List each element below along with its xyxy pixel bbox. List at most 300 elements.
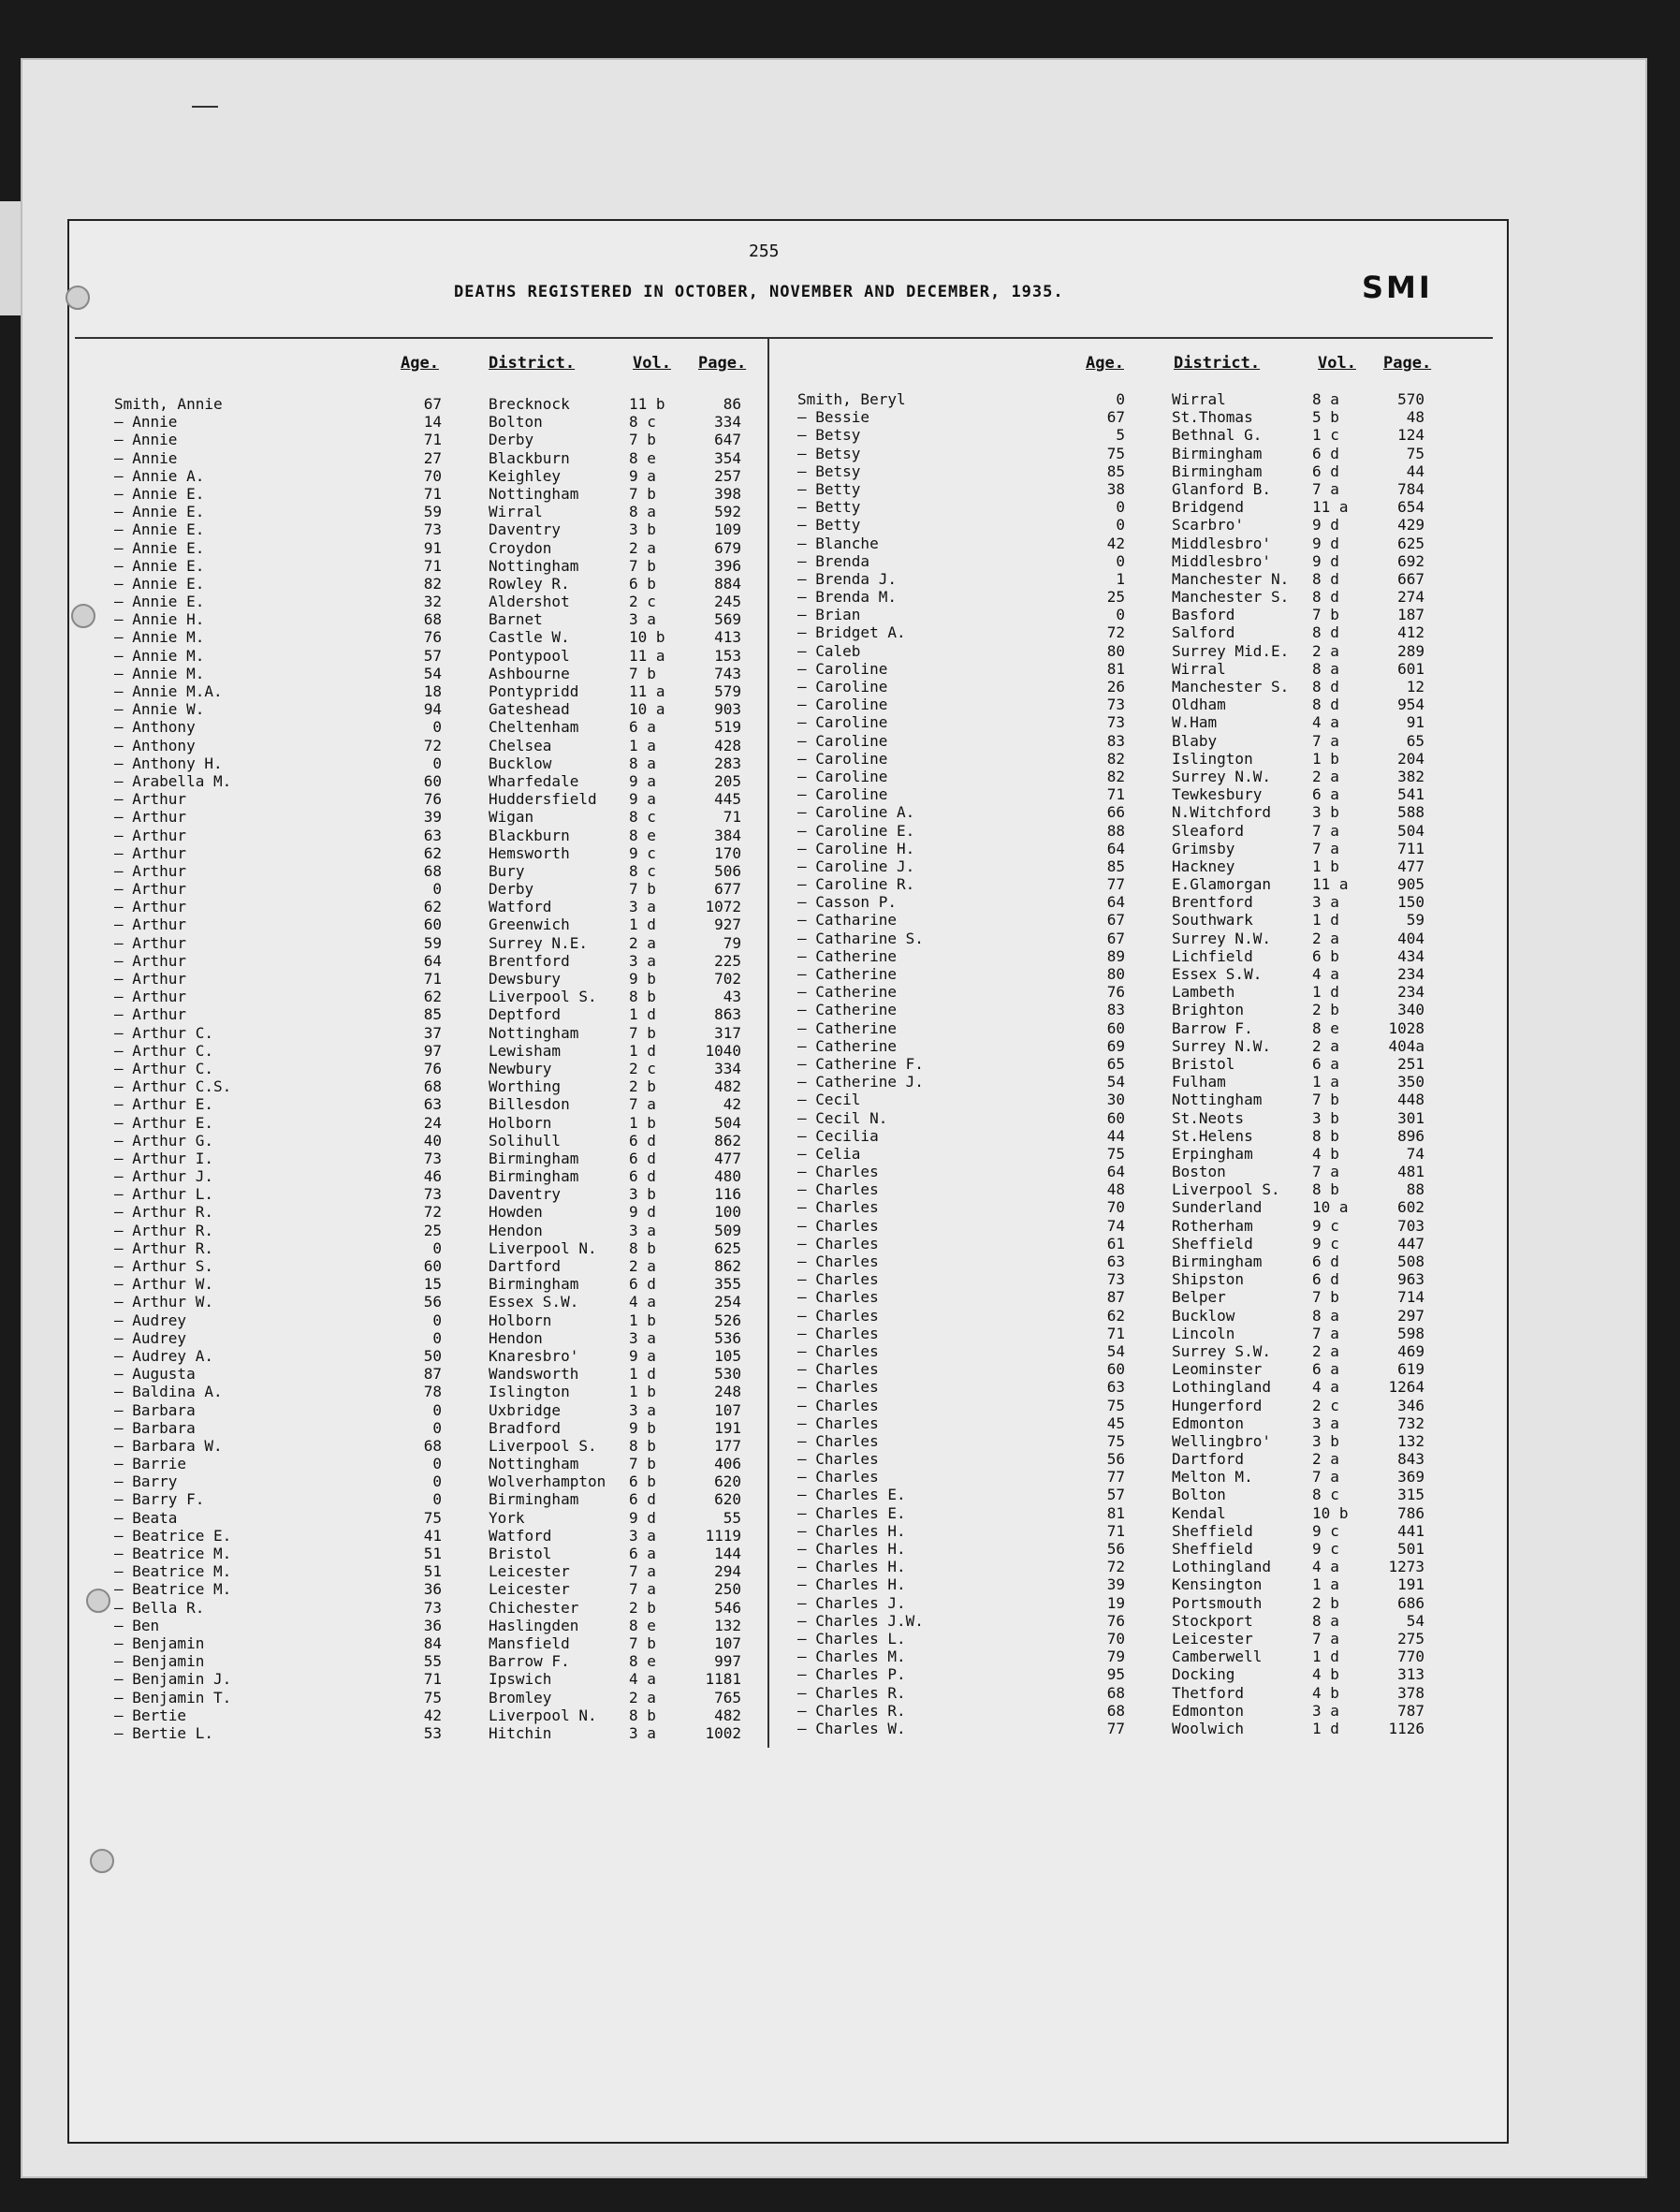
entry-page: 132 <box>1397 1431 1424 1450</box>
entry-page: 677 <box>714 880 741 899</box>
entry-page: 482 <box>714 1706 741 1724</box>
register-entry <box>797 426 1453 444</box>
entry-page: 784 <box>1397 479 1424 498</box>
entry-page: 74 <box>1406 1144 1424 1163</box>
register-entry <box>114 1383 769 1400</box>
entry-age: 39 <box>423 808 442 827</box>
entry-vol: 7 a <box>1312 1629 1339 1648</box>
entry-age: 85 <box>423 1005 442 1024</box>
entry-age: 0 <box>432 1418 442 1437</box>
entry-vol: 7 b <box>629 556 656 575</box>
entry-district: Docking <box>1172 1665 1235 1684</box>
register-entry <box>797 1163 1453 1180</box>
entry-vol: 7 b <box>1312 606 1339 624</box>
entry-age: 36 <box>423 1580 442 1599</box>
entry-district: Bristol <box>489 1545 552 1562</box>
header-district-right: District. <box>1174 354 1261 373</box>
register-entry <box>114 1707 769 1724</box>
entry-district: Deptford <box>489 1005 562 1024</box>
entry-vol: 6 d <box>629 1131 656 1150</box>
register-entry <box>797 1252 1453 1270</box>
entry-age: 94 <box>423 700 442 719</box>
entry-vol: 3 a <box>629 951 656 970</box>
entry-district: Brentford <box>489 951 570 970</box>
entry-district: Surrey S.W. <box>1172 1341 1271 1360</box>
entry-district: Haslingden <box>489 1616 579 1634</box>
register-entry <box>114 1724 769 1742</box>
entry-age: 83 <box>1106 731 1125 750</box>
entry-vol: 8 c <box>629 861 656 880</box>
entry-vol: 9 d <box>629 1203 656 1222</box>
entry-vol: 4 a <box>1312 713 1339 732</box>
register-entry <box>114 575 769 593</box>
entry-page: 519 <box>714 718 741 737</box>
register-entry <box>797 875 1453 893</box>
register-entry <box>114 862 769 880</box>
entry-name: — Arthur C. <box>114 1059 213 1077</box>
entry-age: 76 <box>423 628 442 647</box>
entry-name: — Catherine J. <box>797 1073 924 1091</box>
entry-vol: 2 a <box>1312 929 1339 947</box>
entry-district: Basford <box>1172 606 1235 624</box>
entry-vol: 8 d <box>1312 588 1339 607</box>
entry-page: 86 <box>723 395 741 413</box>
entry-district: Essex S.W. <box>1172 965 1263 983</box>
entry-district: Watford <box>489 898 552 916</box>
entry-district: Chichester <box>489 1598 579 1617</box>
entry-name: — Arthur <box>114 843 187 862</box>
entry-vol: 8 c <box>629 413 656 432</box>
entry-district: Middlesbro' <box>1172 534 1271 552</box>
register-entry <box>797 1684 1453 1702</box>
header-rule <box>75 337 1493 339</box>
entry-vol: 4 b <box>1312 1144 1339 1163</box>
register-entry <box>114 754 769 772</box>
entry-district: Erpingham <box>1172 1144 1253 1163</box>
entry-name: — Catherine <box>797 983 897 1002</box>
entry-name: — Annie M. <box>114 628 205 647</box>
entry-page: 546 <box>714 1598 741 1617</box>
entry-vol: 11 b <box>629 395 665 413</box>
entry-vol: 6 a <box>629 1545 656 1562</box>
entry-page: 79 <box>723 933 741 952</box>
register-entry <box>114 539 769 557</box>
entry-district: Portsmouth <box>1172 1593 1263 1612</box>
entry-age: 61 <box>1106 1234 1125 1252</box>
register-entry <box>114 1024 769 1042</box>
entry-district: Bolton <box>1172 1486 1226 1504</box>
entry-district: Barrow F. <box>489 1652 570 1671</box>
entry-age: 72 <box>423 1203 442 1222</box>
entry-vol: 3 a <box>629 610 656 629</box>
register-entry <box>114 1132 769 1150</box>
entry-age: 0 <box>1116 390 1125 408</box>
entry-district: Wirral <box>489 503 543 521</box>
entry-vol: 3 b <box>1312 1431 1339 1450</box>
entry-page: 884 <box>714 574 741 593</box>
entry-name: — Charles <box>797 1180 879 1199</box>
entry-name: — Charles L. <box>797 1629 906 1648</box>
register-entry <box>797 1630 1453 1648</box>
entry-page: 447 <box>1397 1234 1424 1252</box>
entry-vol: 6 b <box>629 574 656 593</box>
entry-district: Islington <box>1172 749 1253 768</box>
register-entry <box>114 395 769 413</box>
entry-name: — Charles <box>797 1252 879 1270</box>
entry-page: 1072 <box>705 898 741 916</box>
entry-page: 153 <box>714 646 741 665</box>
entry-vol: 1 a <box>1312 1073 1339 1091</box>
entry-age: 0 <box>1116 551 1125 570</box>
entry-age: 76 <box>423 790 442 809</box>
entry-name: — Caroline <box>797 767 888 785</box>
entry-page: 601 <box>1397 659 1424 678</box>
register-entry <box>797 785 1453 803</box>
entry-name: — Brian <box>797 606 861 624</box>
entry-age: 75 <box>423 1688 442 1707</box>
entry-age: 0 <box>432 754 442 772</box>
entry-page: 625 <box>714 1238 741 1257</box>
entry-vol: 7 b <box>629 1023 656 1042</box>
entry-page: 334 <box>714 1059 741 1077</box>
entry-vol: 1 b <box>629 1311 656 1329</box>
entry-district: Pontypridd <box>489 682 579 700</box>
entry-district: Woolwich <box>1172 1719 1245 1737</box>
entry-age: 24 <box>423 1113 442 1132</box>
entry-district: Derby <box>489 880 534 899</box>
entry-vol: 8 b <box>629 1706 656 1724</box>
entry-name: — Arthur <box>114 916 187 934</box>
entry-district: Bury <box>489 861 525 880</box>
entry-vol: 1 c <box>1312 426 1339 445</box>
entry-district: Mansfield <box>489 1633 570 1652</box>
register-entry <box>797 1037 1453 1055</box>
entry-age: 39 <box>1106 1575 1125 1594</box>
entry-page: 896 <box>1397 1126 1424 1145</box>
entry-name: — Caroline <box>797 785 888 804</box>
entry-page: 315 <box>1397 1486 1424 1504</box>
entry-page: 294 <box>714 1562 741 1581</box>
entry-name: — Bertie L. <box>114 1723 213 1742</box>
entry-name: — Caroline <box>797 749 888 768</box>
entry-page: 1181 <box>705 1670 741 1689</box>
entry-page: 770 <box>1397 1648 1424 1666</box>
register-entry <box>114 1365 769 1383</box>
register-entry <box>114 772 769 790</box>
entry-page: 598 <box>1397 1324 1424 1342</box>
register-entry <box>114 449 769 467</box>
entry-name: — Charles <box>797 1396 879 1414</box>
register-entry <box>114 610 769 628</box>
register-entry <box>797 1378 1453 1396</box>
register-entry <box>797 857 1453 875</box>
entry-name: — Caroline <box>797 731 888 750</box>
entry-vol: 7 a <box>1312 1468 1339 1487</box>
register-entry <box>797 1720 1453 1737</box>
entry-district: Camberwell <box>1172 1648 1263 1666</box>
entry-district: Birmingham <box>489 1275 579 1294</box>
entry-vol: 3 a <box>629 1723 656 1742</box>
entry-district: Blaby <box>1172 731 1218 750</box>
entry-vol: 4 a <box>1312 965 1339 983</box>
register-entry <box>797 893 1453 911</box>
entry-district: Tewkesbury <box>1172 785 1263 804</box>
entry-name: — Arthur W. <box>114 1293 213 1311</box>
entry-name: — Arthur C. <box>114 1041 213 1060</box>
entry-district: Kensington <box>1172 1575 1263 1594</box>
entry-name: — Arthur <box>114 861 187 880</box>
entry-vol: 8 d <box>1312 569 1339 588</box>
register-entry <box>797 678 1453 696</box>
entry-age: 79 <box>1106 1648 1125 1666</box>
entry-vol: 3 a <box>1312 893 1339 912</box>
register-entry <box>114 503 769 520</box>
register-entry <box>797 840 1453 857</box>
entry-age: 15 <box>423 1275 442 1294</box>
entry-vol: 1 b <box>629 1383 656 1401</box>
entry-name: — Arthur <box>114 951 187 970</box>
register-entry <box>797 1235 1453 1252</box>
entry-name: — Cecil <box>797 1091 861 1109</box>
entry-district: Leicester <box>489 1562 570 1581</box>
entry-age: 73 <box>1106 713 1125 732</box>
left-entries <box>114 395 769 1742</box>
register-entry <box>797 1019 1453 1037</box>
entry-district: Knaresbro' <box>489 1346 579 1365</box>
entry-name: — Caroline <box>797 678 888 696</box>
entry-district: Sheffield <box>1172 1234 1253 1252</box>
entry-page: 588 <box>1397 803 1424 822</box>
entry-page: 369 <box>1397 1468 1424 1487</box>
entry-page: 428 <box>714 736 741 754</box>
entry-district: Holborn <box>489 1311 552 1329</box>
entry-name: — Charles <box>797 1288 879 1307</box>
entry-district: Nottingham <box>489 1455 579 1473</box>
entry-page: 132 <box>714 1616 741 1634</box>
entry-age: 70 <box>1106 1198 1125 1217</box>
entry-age: 72 <box>1106 1558 1125 1576</box>
entry-name: — Betty <box>797 479 861 498</box>
entry-vol: 11 a <box>1312 498 1349 517</box>
header-district-left: District. <box>489 354 576 373</box>
entry-vol: 9 b <box>629 970 656 988</box>
register-entry <box>114 718 769 736</box>
entry-vol: 6 a <box>629 718 656 737</box>
entry-page: 398 <box>714 484 741 503</box>
register-entry <box>797 911 1453 929</box>
entry-page: 42 <box>723 1095 741 1114</box>
entry-vol: 2 a <box>1312 641 1339 660</box>
entry-vol: 6 d <box>629 1149 656 1167</box>
register-entry <box>114 898 769 916</box>
entry-district: Liverpool N. <box>489 1706 597 1724</box>
entry-age: 77 <box>1106 1468 1125 1487</box>
entry-name: — Arthur E. <box>114 1095 213 1114</box>
entry-age: 75 <box>1106 1396 1125 1414</box>
entry-age: 5 <box>1116 426 1125 445</box>
entry-page: 48 <box>1406 408 1424 427</box>
entry-district: Birmingham <box>1172 461 1263 480</box>
entry-page: 346 <box>1397 1396 1424 1414</box>
register-entry <box>114 1527 769 1545</box>
entry-age: 69 <box>1106 1036 1125 1055</box>
entry-name: Smith, Annie <box>114 395 223 413</box>
entry-vol: 3 b <box>1312 803 1339 822</box>
entry-name: — Caroline A. <box>797 803 915 822</box>
entry-name: — Charles <box>797 1431 879 1450</box>
entry-name: — Arabella M. <box>114 771 232 790</box>
entry-age: 60 <box>423 1257 442 1275</box>
register-entry <box>797 623 1453 641</box>
entry-vol: 3 b <box>629 1185 656 1204</box>
entry-age: 40 <box>423 1131 442 1150</box>
entry-name: — Charles <box>797 1198 879 1217</box>
entry-age: 41 <box>423 1526 442 1545</box>
entry-district: Belper <box>1172 1288 1226 1307</box>
entry-district: Worthing <box>489 1077 562 1096</box>
entry-vol: 9 c <box>629 843 656 862</box>
register-entry <box>797 1575 1453 1593</box>
entry-age: 55 <box>423 1652 442 1671</box>
entry-name: — Augusta <box>114 1365 196 1384</box>
entry-vol: 11 a <box>1312 875 1349 894</box>
entry-district: Dartford <box>489 1257 562 1275</box>
entry-district: Daventry <box>489 520 562 539</box>
page-title: DEATHS REGISTERED IN OCTOBER, NOVEMBER AND DECEMBER, 1935. <box>454 283 1064 301</box>
entry-name: — Ben <box>114 1616 160 1634</box>
entry-district: Nottingham <box>489 556 579 575</box>
entry-page: 667 <box>1397 569 1424 588</box>
entry-name: — Anthony H. <box>114 754 223 772</box>
entry-district: Lothingland <box>1172 1558 1271 1576</box>
entry-page: 579 <box>714 682 741 700</box>
entry-age: 0 <box>432 1238 442 1257</box>
entry-age: 59 <box>423 933 442 952</box>
entry-vol: 8 b <box>629 1238 656 1257</box>
register-entry <box>797 1432 1453 1450</box>
entry-district: Liverpool S. <box>489 988 597 1006</box>
entry-vol: 2 b <box>1312 1593 1339 1612</box>
entry-name: — Barbara W. <box>114 1436 223 1455</box>
entry-name: — Catherine <box>797 1036 897 1055</box>
register-entry <box>114 1652 769 1670</box>
entry-district: Boston <box>1172 1163 1226 1181</box>
entry-district: Wharfedale <box>489 771 579 790</box>
entry-age: 68 <box>423 610 442 629</box>
entry-district: Nottingham <box>489 1023 579 1042</box>
entry-vol: 7 b <box>629 431 656 449</box>
entry-district: Birmingham <box>489 1167 579 1186</box>
entry-vol: 3 a <box>629 1221 656 1239</box>
entry-name: — Annie M. <box>114 664 205 682</box>
entry-vol: 8 c <box>629 808 656 827</box>
entry-name: — Annie E. <box>114 484 205 503</box>
entry-vol: 7 a <box>1312 1163 1339 1181</box>
entry-age: 0 <box>432 880 442 899</box>
entry-vol: 1 a <box>629 736 656 754</box>
entry-vol: 9 d <box>1312 516 1339 535</box>
entry-name: — Arthur E. <box>114 1113 213 1132</box>
entry-district: Gateshead <box>489 700 570 719</box>
entry-district: Greenwich <box>489 916 570 934</box>
entry-district: Bridgend <box>1172 498 1245 517</box>
register-entry <box>797 713 1453 731</box>
entry-page: 714 <box>1397 1288 1424 1307</box>
entry-page: 191 <box>714 1418 741 1437</box>
register-entry <box>114 1617 769 1634</box>
entry-age: 59 <box>423 503 442 521</box>
entry-age: 60 <box>423 771 442 790</box>
register-entry <box>797 660 1453 678</box>
register-entry <box>114 1077 769 1095</box>
entry-page: 404a <box>1388 1036 1424 1055</box>
entry-page: 927 <box>714 916 741 934</box>
entry-page: 65 <box>1406 731 1424 750</box>
entry-age: 71 <box>423 431 442 449</box>
entry-age: 82 <box>423 574 442 593</box>
entry-name: — Arthur <box>114 790 187 809</box>
entry-vol: 5 b <box>1312 408 1339 427</box>
entry-age: 65 <box>1106 1054 1125 1073</box>
entry-vol: 2 a <box>1312 767 1339 785</box>
register-entry <box>114 1060 769 1077</box>
entry-name: — Annie <box>114 448 178 467</box>
entry-name: — Bella R. <box>114 1598 205 1617</box>
register-entry <box>114 1095 769 1113</box>
entry-age: 63 <box>423 826 442 844</box>
entry-page: 150 <box>1397 893 1424 912</box>
surname-code: SMI <box>1362 270 1433 305</box>
entry-vol: 1 d <box>1312 911 1339 930</box>
entry-vol: 9 d <box>1312 534 1339 552</box>
entry-district: Bromley <box>489 1688 552 1707</box>
entry-age: 42 <box>1106 534 1125 552</box>
entry-age: 54 <box>1106 1341 1125 1360</box>
entry-vol: 9 c <box>1312 1234 1339 1252</box>
register-entry <box>797 390 1453 408</box>
entry-age: 75 <box>1106 444 1125 462</box>
entry-district: St.Helens <box>1172 1126 1253 1145</box>
entry-page: 88 <box>1406 1180 1424 1199</box>
header-vol-right: Vol. <box>1318 354 1356 373</box>
entry-age: 82 <box>1106 749 1125 768</box>
register-entry <box>797 1504 1453 1522</box>
register-entry <box>114 1472 769 1490</box>
register-entry <box>797 1540 1453 1558</box>
entry-name: — Caroline H. <box>797 839 915 857</box>
entry-page: 654 <box>1397 498 1424 517</box>
entry-age: 78 <box>423 1383 442 1401</box>
entry-page: 274 <box>1397 588 1424 607</box>
register-entry <box>114 952 769 970</box>
entry-page: 54 <box>1406 1611 1424 1630</box>
entry-district: Blackburn <box>489 448 570 467</box>
entry-page: 250 <box>714 1580 741 1599</box>
entry-vol: 8 a <box>1312 390 1339 408</box>
register-entry <box>114 1599 769 1617</box>
entry-age: 63 <box>1106 1252 1125 1270</box>
entry-name: — Catherine <box>797 1001 897 1019</box>
entry-age: 71 <box>423 970 442 988</box>
entry-district: Birmingham <box>1172 1252 1263 1270</box>
entry-name: — Beatrice M. <box>114 1562 232 1581</box>
entry-district: Brecknock <box>489 395 570 413</box>
entry-page: 702 <box>714 970 741 988</box>
entry-page: 506 <box>714 861 741 880</box>
register-entry <box>797 570 1453 588</box>
register-entry <box>797 750 1453 768</box>
entry-district: Sleaford <box>1172 821 1245 840</box>
